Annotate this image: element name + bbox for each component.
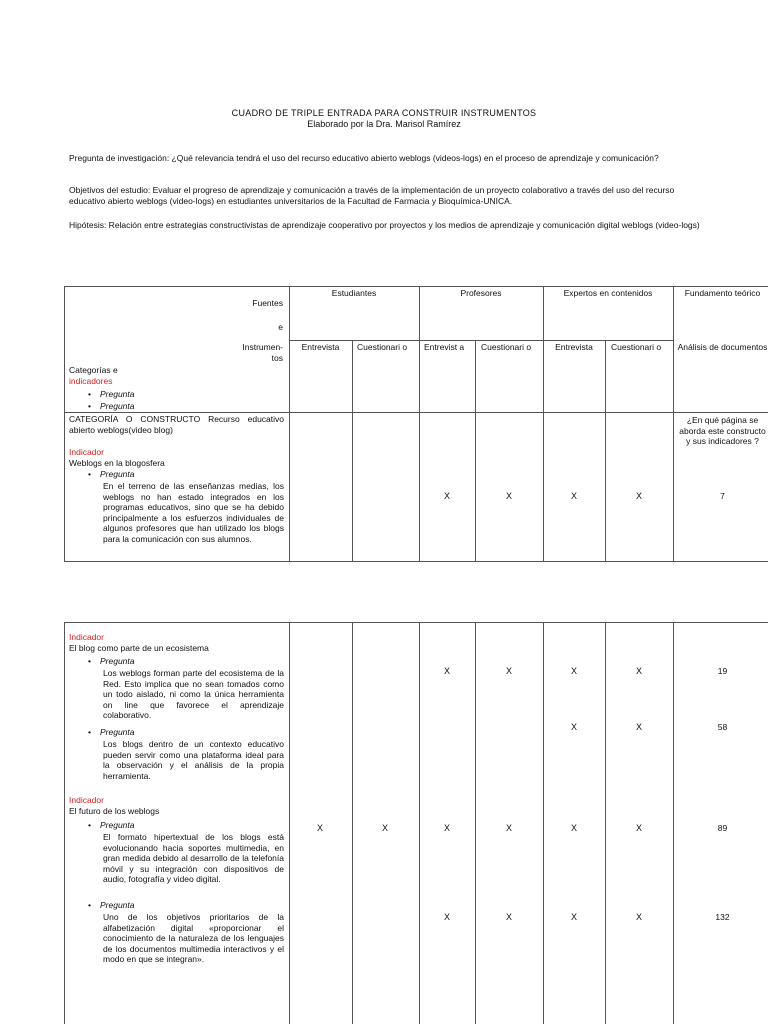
t2-mark: X xyxy=(443,912,450,922)
b1-q1-page: 19 xyxy=(717,666,728,676)
study-objectives: Objetivos del estudio: Evaluar el progreso de aprendizaje y comunicación a través de la implementación de un proyecto colaborativo a través del uso del recurso educativo abierto weblogs (video-logs) en estudiantes universitarios de la Facultad de Farmacia y Bioquímica-UNICA. xyxy=(69,185,675,206)
fundamento-question: ¿En qué página se aborda este constructo y sus indicadores ? xyxy=(679,415,766,446)
b2-q1-text: El formato hipertextual de los blogs está evolucionando hacia soportes multimedia, en gran medida debido al desarrollo de la telefonía móvil y su integración con dispositivos de audio, fotografía y video digital. xyxy=(103,832,284,884)
fundamento-page: 7 xyxy=(720,491,725,501)
b1-q1-bullet: • Pregunta xyxy=(88,656,135,666)
corner-instrumentos-2: tos xyxy=(271,353,283,363)
header-profesores: Profesores xyxy=(460,288,502,298)
corner-categorias: Categorías e xyxy=(69,365,118,375)
b1-q2-text: Los blogs dentro de un contexto educativo pueden servir como una plataforma ideal para la observación y el análisis de la propia herramienta. xyxy=(103,739,284,781)
corner-bullet-2: • Pregunta xyxy=(88,401,135,411)
research-question: Pregunta de investigación: ¿Qué relevancia tendrá el uso del recurso educativo abierto weblogs (videos-logs) en el proceso de aprendizaje y comunicación? xyxy=(69,153,659,163)
b2-q1-page: 89 xyxy=(717,823,728,833)
t2-mark: X xyxy=(635,823,642,833)
t2-mark: X xyxy=(316,823,323,833)
t2-mark: X xyxy=(570,666,577,676)
document-title: CUADRO DE TRIPLE ENTRADA PARA CONSTRUIR INSTRUMENTOS xyxy=(231,108,537,118)
corner-indicadores: indicadores xyxy=(69,376,113,386)
document-subtitle: Elaborado por la Dra. Marisol Ramírez xyxy=(307,119,461,129)
mark-expertos-cuestionario: X xyxy=(635,491,642,501)
b1-q2-page: 58 xyxy=(717,722,728,732)
t2-mark: X xyxy=(381,823,388,833)
pregunta-text: En el terreno de las enseñanzas medias, los weblogs no han estado integrados en los programas educativos, sino que se ha debido principalmente a los esfuerzos individuales de algunos profesores que han utilizado los blogs para la comunicación con sus alumnos. xyxy=(103,481,284,544)
b1-indicador-name: El blog como parte de un ecosistema xyxy=(69,643,209,653)
corner-e: e xyxy=(278,322,283,332)
indicador-name: Weblogs en la blogosfera xyxy=(69,458,165,468)
b2-q2-page: 132 xyxy=(715,912,730,922)
b1-q1-text: Los weblogs forman parte del ecosistema de la Red. Esto implica que no sean tomados como un todo aislado, ni como la única herramienta on line que favorece el aprendizaje colaborativo. xyxy=(103,668,284,720)
t2-mark: X xyxy=(443,666,450,676)
t2-mark: X xyxy=(570,722,577,732)
t2-mark: X xyxy=(635,666,642,676)
instrument-profesores-cuestionario: Cuestionari o xyxy=(481,342,532,352)
header-estudiantes: Estudiantes xyxy=(331,288,377,298)
t2-mark: X xyxy=(635,722,642,732)
corner-fuentes: Fuentes xyxy=(252,298,283,308)
t2-mark: X xyxy=(505,823,512,833)
corner-instrumentos-1: Instrumen- xyxy=(242,342,283,352)
instrument-estudiantes-entrevista: Entrevista xyxy=(301,342,340,352)
instrument-profesores-entrevista: Entrevist a xyxy=(424,342,465,352)
t2-mark: X xyxy=(505,666,512,676)
b2-indicador-name: El futuro de los weblogs xyxy=(69,806,160,816)
t2-mark: X xyxy=(505,912,512,922)
t2-mark: X xyxy=(570,823,577,833)
mark-profesores-cuestionario: X xyxy=(505,491,512,501)
t2-mark: X xyxy=(443,823,450,833)
b2-indicador-label: Indicador xyxy=(69,795,104,805)
t2-mark: X xyxy=(570,912,577,922)
mark-expertos-entrevista: X xyxy=(570,491,577,501)
b2-q2-text: Uno de los objetivos prioritarios de la alfabetización digital «proporcionar el conocimiento de la naturaleza de los lenguajes de los documentos multimedia interactivos y el modo en que se integran». xyxy=(103,912,284,964)
instrument-expertos-cuestionario: Cuestionari o xyxy=(611,342,662,352)
categoria-constructo: CATEGORÍA O CONSTRUCTO Recurso educativo abierto weblogs(video blog) xyxy=(69,414,284,435)
instrument-expertos-entrevista: Entrevista xyxy=(555,342,593,352)
hypothesis: Hipótesis: Relación entre estrategias constructivistas de aprendizaje cooperativo por proyectos y los medios de aprendizaje y comunicación digital weblogs (video-logs) xyxy=(69,220,700,230)
instrument-analisis-documentos: Análisis de documentos xyxy=(677,342,768,352)
header-expertos: Expertos en contenidos xyxy=(563,288,653,298)
b1-indicador-label: Indicador xyxy=(69,632,104,642)
instrument-estudiantes-cuestionario: Cuestionari o xyxy=(357,342,408,352)
pregunta-bullet: • Pregunta xyxy=(88,469,135,479)
b2-q1-bullet: • Pregunta xyxy=(88,820,135,830)
header-fundamento: Fundamento teórico xyxy=(684,288,761,298)
corner-bullet-1: • Pregunta xyxy=(88,389,135,399)
indicador-label: Indicador xyxy=(69,447,104,457)
t2-mark: X xyxy=(635,912,642,922)
mark-profesores-entrevista: X xyxy=(443,491,450,501)
b2-q2-bullet: • Pregunta xyxy=(88,900,135,910)
b1-q2-bullet: • Pregunta xyxy=(88,727,135,737)
